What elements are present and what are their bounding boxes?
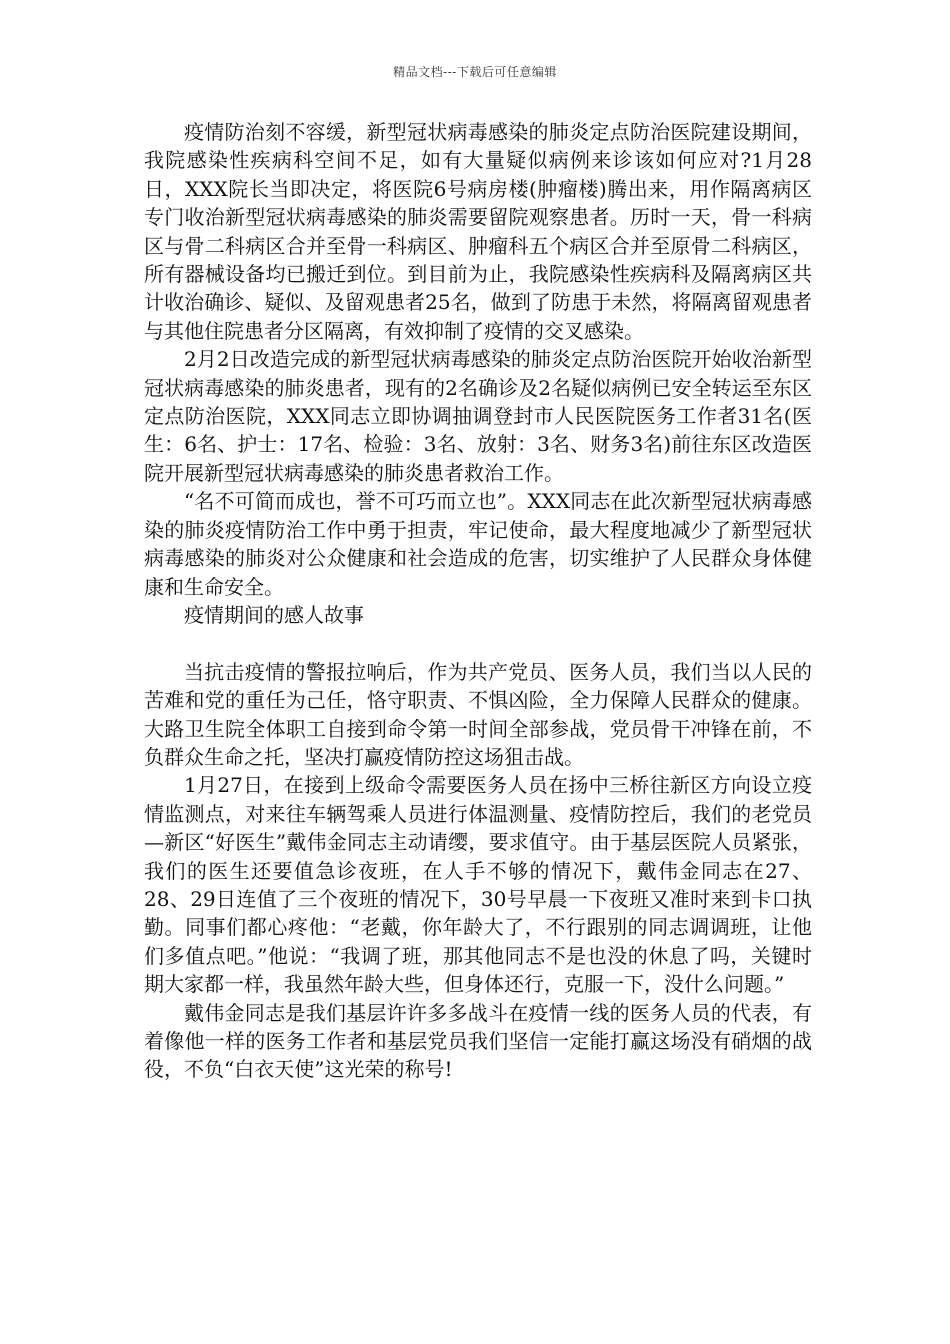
- paragraph: 2月2日改造完成的新型冠状病毒感染的肺炎定点防治医院开始收治新型冠状病毒感染的肺炎患者，现有的2名确诊及2名疑似病例已安全转运至东区定点防治医院，XXX同志立即协调抽调登封市人民医院医务工作者31名(医生：6名、护士：17名、检验：3名、放射：3名、财务3名)前往东区改造医院开展新型冠状病毒感染的肺炎患者救治工作。: [144, 347, 812, 485]
- paragraph: 1月27日，在接到上级命令需要医务人员在扬中三桥往新区方向设立疫情监测点，对来往车辆驾乘人员进行体温测量、疫情防控后，我们的老党员—新区“好医生”戴伟金同志主动请缨，要求值守。由于基层医院人员紧张，我们的医生还要值急诊夜班，在人手不够的情况下，戴伟金同志在27、28、29日连值了三个夜班的情况下，30号早晨一下夜班又准时来到卡口执勤。同事们都心疼他：“老戴，你年龄大了，不行跟别的同志调调班，让他们多值点吧。”他说：“我调了班，那其他同志不是也没的休息了吗，关键时期大家都一样，我虽然年龄大些，但身体还行，克服一下，没什么问题。”: [144, 773, 812, 997]
- document-body: [144, 118, 812, 1084]
- section-title: 疫情期间的感人故事: [184, 602, 364, 627]
- paragraph: 戴伟金同志是我们基层许许多多战斗在疫情一线的医务人员的代表，有着像他一样的医务工作者和基层党员我们坚信一定能打赢这场没有硝烟的战役，不负“白衣天使”这光荣的称号!: [144, 1000, 812, 1082]
- blank-line: [144, 629, 812, 657]
- page-header: 精品文档---下载后可任意编辑: [393, 65, 557, 79]
- paragraph: 疫情防治刻不容缓，新型冠状病毒感染的肺炎定点防治医院建设期间，我院感染性疾病科空间不足，如有大量疑似病例来诊该如何应对?1月28日，XXX院长当即决定，将医院6号病房楼(肿瘤楼)腾出来，用作隔离病区专门收治新型冠状病毒感染的肺炎需要留院观察患者。历时一天，骨一科病区与骨二科病区合并至骨一科病区、肿瘤科五个病区合并至原骨二科病区，所有器械设备均已搬迁到位。到目前为止，我院感染性疾病科及隔离病区共计收治确诊、疑似、及留观患者25名，做到了防患于未然，将隔离留观患者与其他住院患者分区隔离，有效抑制了疫情的交叉感染。: [144, 120, 812, 343]
- paragraph: “名不可简而成也，誉不可巧而立也”。XXX同志在此次新型冠状病毒感染的肺炎疫情防治工作中勇于担责，牢记使命，最大程度地减少了新型冠状病毒感染的肺炎对公众健康和社会造成的危害，切实维护了人民群众身体健康和生命安全。: [144, 489, 812, 599]
- paragraph: 当抗击疫情的警报拉响后，作为共产党员、医务人员，我们当以人民的苦难和党的重任为己任，恪守职责、不惧凶险，全力保障人民群众的健康。大路卫生院全体职工自接到命令第一时间全部参战，党员骨干冲锋在前，不负群众生命之托，坚决打赢疫情防控这场狙击战。: [144, 659, 812, 769]
